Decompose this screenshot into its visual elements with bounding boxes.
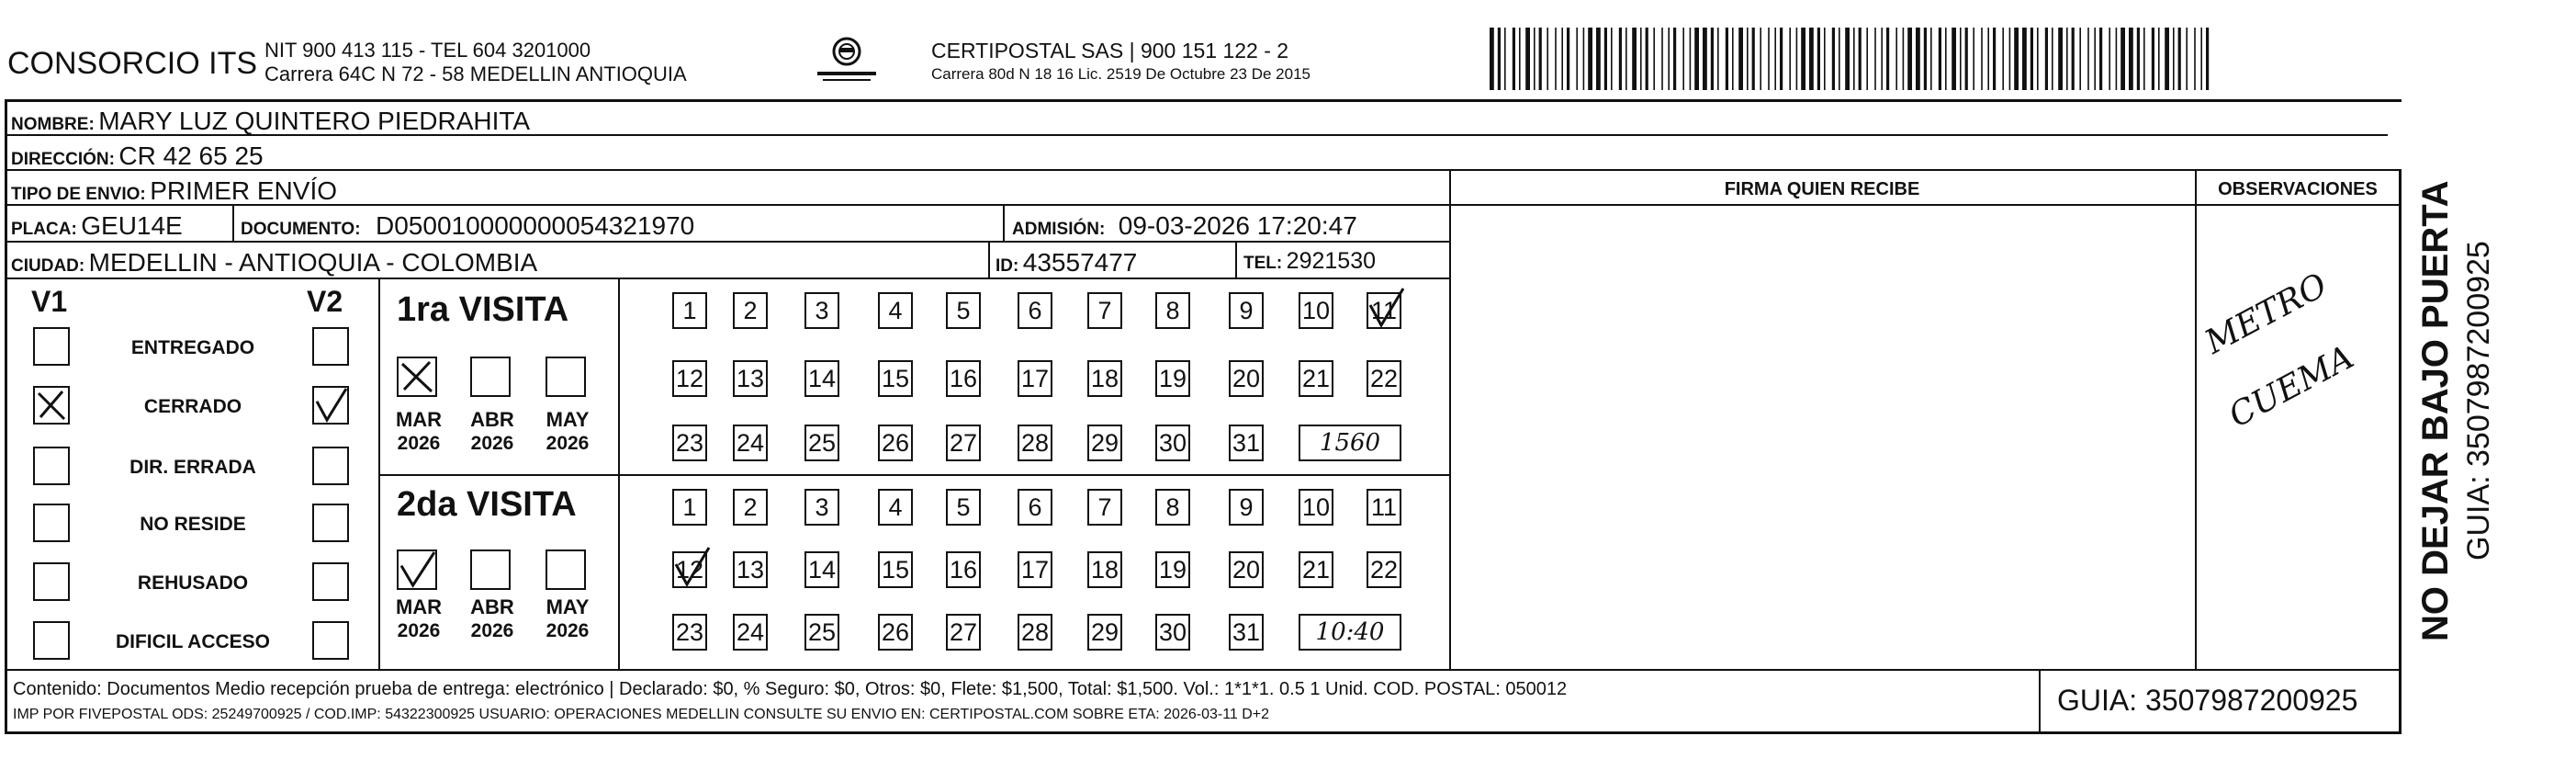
second-visit-day-box[interactable]: 19 <box>1155 551 1190 588</box>
second-visit-day-box[interactable]: 18 <box>1087 551 1122 588</box>
v1-checkbox[interactable] <box>33 386 70 425</box>
first-visit-day-box[interactable]: 9 <box>1229 292 1264 329</box>
v1-checkbox[interactable] <box>33 447 70 485</box>
second-visit-month-label: MAY <box>546 595 590 618</box>
first-visit-day-box[interactable]: 16 <box>946 360 981 397</box>
first-visit-day-box[interactable]: 6 <box>1018 292 1052 329</box>
first-visit-month-checkbox[interactable] <box>546 357 586 397</box>
second-visit-day-box[interactable]: 2 <box>733 489 768 526</box>
company-name: CONSORCIO ITS <box>7 46 258 81</box>
second-visit-day-box[interactable]: 6 <box>1018 489 1052 526</box>
second-visit-day-box[interactable]: 22 <box>1367 551 1401 588</box>
v2-label: V2 <box>307 285 343 318</box>
footer-guia: GUIA: 3507987200925 <box>2057 684 2358 717</box>
first-visit-day-box[interactable]: 8 <box>1155 292 1190 329</box>
second-visit-hour-box[interactable]: 10:40 <box>1299 614 1401 651</box>
second-visit-year-label: 2026 <box>546 620 590 641</box>
first-visit-day-box[interactable]: 29 <box>1087 425 1122 461</box>
placa-value: GEU14E <box>81 211 183 240</box>
first-visit-day-box[interactable]: 5 <box>946 292 981 329</box>
first-visit-day-box[interactable]: 14 <box>804 360 839 397</box>
placa-label: PLACA: <box>11 220 77 239</box>
first-visit-day-box[interactable]: 19 <box>1155 360 1190 397</box>
second-visit-day-box[interactable]: 4 <box>878 489 913 526</box>
second-visit-day-box[interactable]: 15 <box>878 551 913 588</box>
second-visit-day-box[interactable]: 14 <box>804 551 839 588</box>
first-visit-year-label: 2026 <box>470 433 514 454</box>
second-visit-year-label: 2026 <box>397 620 441 641</box>
v1-checkbox[interactable] <box>33 562 70 601</box>
second-visit-year-label: 2026 <box>470 620 514 641</box>
first-visit-day-box[interactable]: 31 <box>1229 425 1264 461</box>
first-visit-day-box[interactable]: 11 <box>1367 292 1401 329</box>
nombre-label: NOMBRE: <box>11 115 95 134</box>
second-visit-day-box[interactable]: 27 <box>946 614 981 651</box>
contenido-line: Contenido: Documentos Medio recepción prueba de entrega: electrónico | Declarado: $0, % Seguro: $0, Otros: $0, Flete: $1,500, Total: $1,500. Vol.: 1*1*1. 0.5 1 Unid. COD. POSTAL: 050012 <box>13 679 1568 699</box>
id-value: 43557477 <box>1022 248 1138 277</box>
admision-label: ADMISIÓN: <box>1012 220 1106 239</box>
direccion-label: DIRECCIÓN: <box>11 150 115 169</box>
second-visit-day-box[interactable]: 31 <box>1229 614 1264 651</box>
first-visit-day-box[interactable]: 22 <box>1367 360 1401 397</box>
tel-label: TEL: <box>1243 254 1283 273</box>
second-visit-month-checkbox[interactable] <box>470 549 511 590</box>
firma-header: FIRMA QUIEN RECIBE <box>1724 179 1920 199</box>
v1-checkbox[interactable] <box>33 327 70 366</box>
nombre-value: MARY LUZ QUINTERO PIEDRAHITA <box>98 107 531 135</box>
status-option-label: NO RESIDE <box>140 514 246 535</box>
first-visit-day-box[interactable]: 12 <box>672 360 707 397</box>
second-visit-month-label: ABR <box>470 595 514 618</box>
second-visit-day-box[interactable]: 3 <box>804 489 839 526</box>
documento-value: D050010000000054321970 <box>376 211 695 240</box>
second-visit-day-box[interactable]: 26 <box>878 614 913 651</box>
first-visit-day-box[interactable]: 3 <box>804 292 839 329</box>
ciudad-value: MEDELLIN - ANTIOQUIA - COLOMBIA <box>88 248 538 277</box>
status-option-label: ENTREGADO <box>130 337 255 358</box>
second-visit-day-box[interactable]: 20 <box>1229 551 1264 588</box>
company-address: Carrera 64C N 72 - 58 MEDELLIN ANTIOQUIA <box>264 62 687 85</box>
second-visit-month-checkbox[interactable] <box>546 549 586 590</box>
second-visit-day-box[interactable]: 1 <box>672 489 707 526</box>
carrier-address: Carrera 80d N 18 16 Lic. 2519 De Octubre 23 De 2015 <box>931 65 1310 83</box>
v1-checkbox[interactable] <box>33 621 70 660</box>
first-visit-title: 1ra VISITA <box>397 290 569 329</box>
first-visit-day-box[interactable]: 17 <box>1018 360 1052 397</box>
documento-label: DOCUMENTO: <box>241 220 361 239</box>
v1-label: V1 <box>31 285 68 318</box>
second-visit-day-box[interactable]: 29 <box>1087 614 1122 651</box>
second-visit-day-box[interactable]: 21 <box>1299 551 1333 588</box>
first-visit-day-box[interactable]: 7 <box>1087 292 1122 329</box>
v2-checkbox[interactable] <box>312 621 349 660</box>
v2-checkbox[interactable] <box>312 562 349 601</box>
first-visit-day-box[interactable]: 26 <box>878 425 913 461</box>
second-visit-day-box[interactable]: 10 <box>1299 489 1333 526</box>
tipo-envio-value: PRIMER ENVÍO <box>150 176 338 205</box>
id-label: ID: <box>996 256 1019 276</box>
first-visit-day-box[interactable]: 15 <box>878 360 913 397</box>
second-visit-day-box[interactable]: 25 <box>804 614 839 651</box>
second-visit-day-box[interactable]: 8 <box>1155 489 1190 526</box>
second-visit-day-box[interactable]: 7 <box>1087 489 1122 526</box>
first-visit-day-box[interactable]: 4 <box>878 292 913 329</box>
tel-value: 2921530 <box>1286 248 1376 274</box>
second-visit-day-box[interactable]: 28 <box>1018 614 1052 651</box>
second-visit-day-box[interactable]: 12 <box>672 551 707 588</box>
v2-checkbox[interactable] <box>312 447 349 485</box>
second-visit-month-label: MAR <box>395 595 443 618</box>
first-visit-day-box[interactable]: 21 <box>1299 360 1333 397</box>
first-visit-day-box[interactable]: 23 <box>672 425 707 461</box>
v2-checkbox[interactable] <box>312 504 349 542</box>
certipostal-logo-icon <box>810 35 883 86</box>
second-visit-day-box[interactable]: 30 <box>1155 614 1190 651</box>
status-option-label: DIR. ERRADA <box>129 457 256 478</box>
first-visit-day-box[interactable]: 27 <box>946 425 981 461</box>
side-warning: NO DEJAR BAJO PUERTA <box>2415 180 2456 641</box>
first-visit-month-label: MAR <box>395 408 443 431</box>
status-option-label: CERRADO <box>143 396 242 417</box>
first-visit-year-label: 2026 <box>546 433 590 454</box>
first-visit-month-checkbox[interactable] <box>470 357 511 397</box>
first-visit-day-box[interactable]: 20 <box>1229 360 1264 397</box>
nit-line: NIT 900 413 115 - TEL 604 3201000 <box>264 39 591 62</box>
first-visit-year-label: 2026 <box>397 433 441 454</box>
first-visit-day-box[interactable]: 24 <box>733 425 768 461</box>
ciudad-label: CIUDAD: <box>11 256 85 276</box>
first-visit-day-box[interactable]: 18 <box>1087 360 1122 397</box>
second-visit-day-box[interactable]: 9 <box>1229 489 1264 526</box>
first-visit-day-box[interactable]: 13 <box>733 360 768 397</box>
second-visit-day-box[interactable]: 13 <box>733 551 768 588</box>
v2-checkbox[interactable] <box>312 327 349 366</box>
imp-line: IMP POR FIVEPOSTAL ODS: 25249700925 / COD.IMP: 54322300925 USUARIO: OPERACIONES MEDELLIN CONSULTE SU ENVIO EN: CERTIPOSTAL.COM SOBRE ETA: 2026-03-11 D+2 <box>13 707 1270 722</box>
admision-value: 09-03-2026 17:20:47 <box>1118 211 1357 240</box>
v2-checkbox[interactable] <box>312 386 349 425</box>
first-visit-month-label: ABR <box>470 408 514 431</box>
second-visit-day-box[interactable]: 17 <box>1018 551 1052 588</box>
tipo-envio-label: TIPO DE ENVIO: <box>11 185 146 204</box>
first-visit-day-box[interactable]: 1 <box>672 292 707 329</box>
first-visit-day-box[interactable]: 28 <box>1018 425 1052 461</box>
observaciones-note-line1: METRO <box>2199 266 2334 362</box>
second-visit-day-box[interactable]: 24 <box>733 614 768 651</box>
second-visit-day-box[interactable]: 23 <box>672 614 707 651</box>
first-visit-day-box[interactable]: 25 <box>804 425 839 461</box>
second-visit-day-box[interactable]: 5 <box>946 489 981 526</box>
observaciones-note-line2: CUEMA <box>2222 338 2360 436</box>
second-visit-title: 2da VISITA <box>397 485 577 524</box>
first-visit-day-box[interactable]: 10 <box>1299 292 1333 329</box>
v1-checkbox[interactable] <box>33 504 70 542</box>
second-visit-day-box[interactable]: 16 <box>946 551 981 588</box>
direccion-value: CR 42 65 25 <box>118 142 264 170</box>
first-visit-month-label: MAY <box>546 408 590 431</box>
barcode-icon <box>1488 28 2222 92</box>
first-visit-hour-box[interactable]: 1560 <box>1299 425 1401 461</box>
second-visit-day-box[interactable]: 11 <box>1367 489 1401 526</box>
observaciones-header: OBSERVACIONES <box>2218 179 2378 199</box>
first-visit-month-checkbox[interactable] <box>397 357 437 397</box>
carrier-line: CERTIPOSTAL SAS | 900 151 122 - 2 <box>931 39 1289 62</box>
first-visit-day-box[interactable]: 30 <box>1155 425 1190 461</box>
side-guia: GUIA: 3507987200925 <box>2461 241 2496 561</box>
status-option-label: REHUSADO <box>137 572 249 594</box>
status-option-label: DIFICIL ACCESO <box>115 631 270 652</box>
first-visit-day-box[interactable]: 2 <box>733 292 768 329</box>
second-visit-month-checkbox[interactable] <box>397 549 437 590</box>
